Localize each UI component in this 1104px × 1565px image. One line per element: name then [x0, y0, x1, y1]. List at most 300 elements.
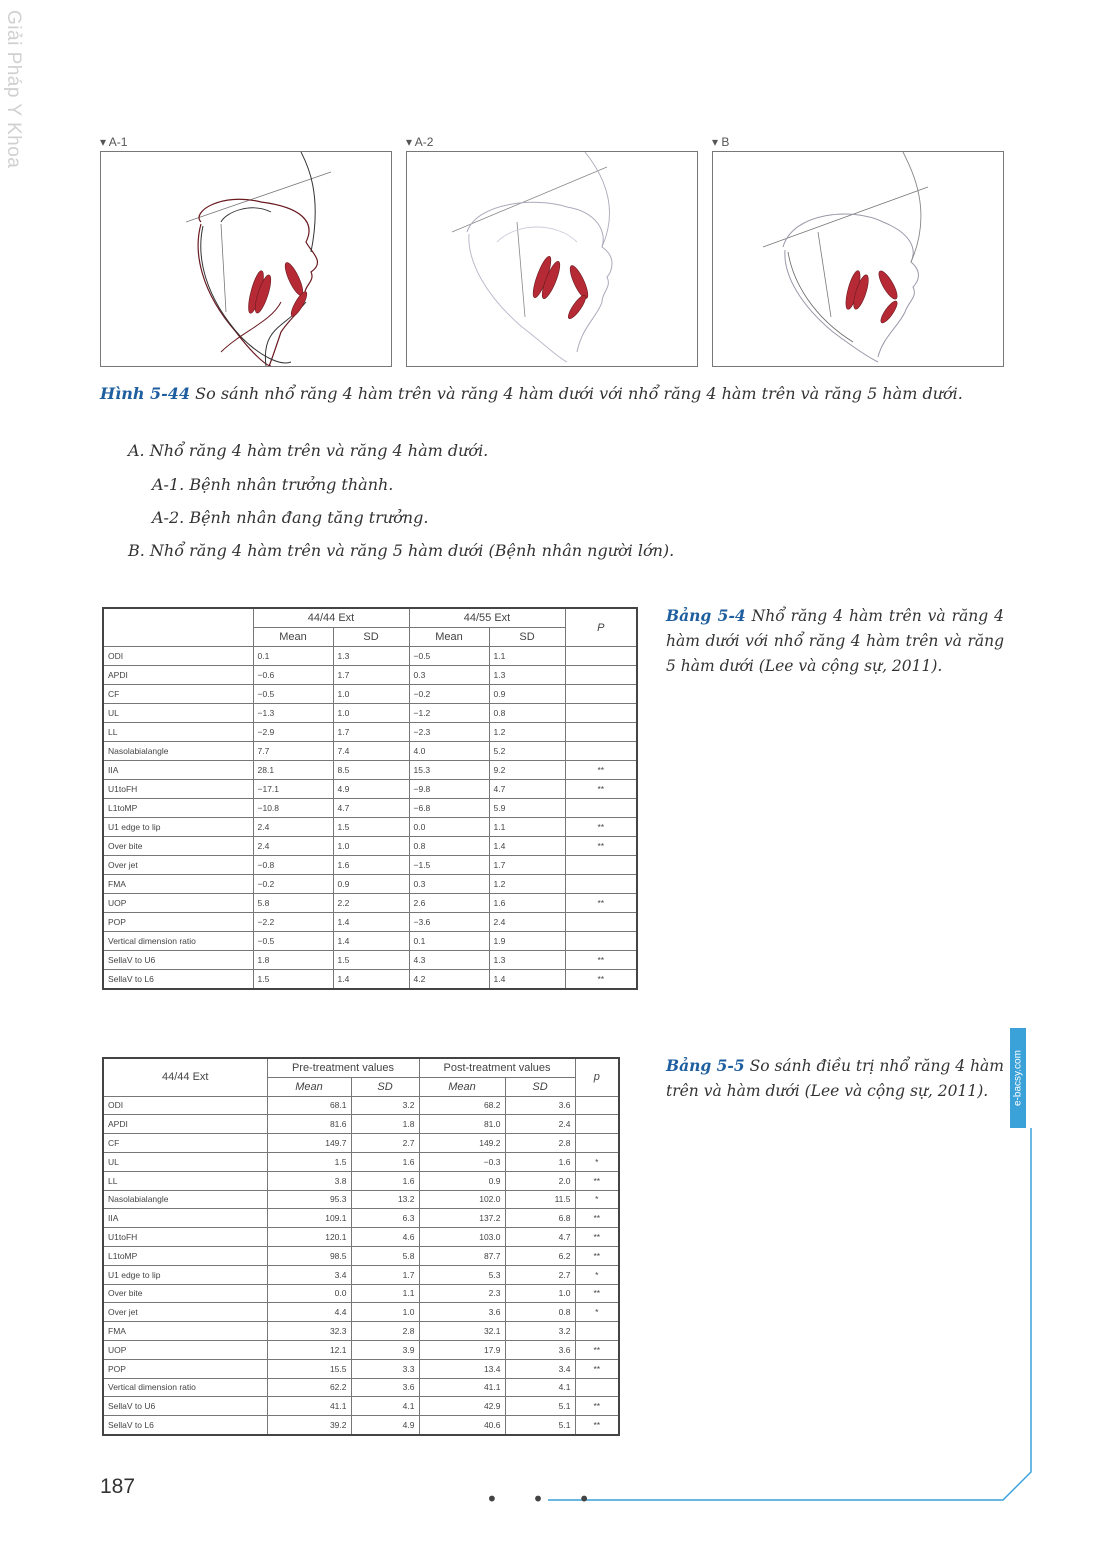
- cell-s2: 4.1: [505, 1378, 575, 1397]
- cell-label: UOP: [103, 1340, 267, 1359]
- col-mean-2: Mean: [409, 628, 489, 647]
- tracing-b-svg: [713, 152, 1003, 366]
- cell-m1: −0.2: [253, 875, 333, 894]
- cell-s1: 2.2: [333, 894, 409, 913]
- cell-p: **: [565, 970, 637, 990]
- cell-m1: 0.1: [253, 647, 333, 666]
- cell-m1: 68.1: [267, 1096, 351, 1115]
- cell-m2: 0.1: [409, 932, 489, 951]
- cell-m1: −17.1: [253, 780, 333, 799]
- cell-m2: 81.0: [419, 1115, 505, 1134]
- table-row: [103, 1284, 619, 1303]
- cell-p: *: [575, 1190, 619, 1209]
- cell-s1: 1.6: [351, 1152, 419, 1171]
- cell-m2: 68.2: [419, 1096, 505, 1115]
- cell-s1: 0.9: [333, 875, 409, 894]
- cell-p: **: [575, 1397, 619, 1416]
- table-row: [103, 1322, 619, 1341]
- cell-m2: 0.9: [419, 1171, 505, 1190]
- cell-s1: 4.7: [333, 799, 409, 818]
- cell-m1: 39.2: [267, 1416, 351, 1435]
- table-row: [103, 723, 637, 742]
- cell-s2: 4.7: [505, 1228, 575, 1247]
- panel-b-label: ▾ B: [712, 135, 730, 149]
- cell-s2: 5.1: [505, 1397, 575, 1416]
- cell-s2: 1.4: [489, 970, 565, 990]
- cell-p: [565, 799, 637, 818]
- table-corner-label: 44/44 Ext: [103, 1058, 267, 1096]
- cell-label: UL: [103, 704, 253, 723]
- cell-m2: 4.0: [409, 742, 489, 761]
- cell-m2: 87.7: [419, 1246, 505, 1265]
- cell-s2: 3.6: [505, 1340, 575, 1359]
- table-row: [103, 1096, 619, 1115]
- cell-m2: 0.0: [409, 818, 489, 837]
- cell-s2: 9.2: [489, 761, 565, 780]
- cell-s1: 1.0: [333, 704, 409, 723]
- cell-s2: 5.9: [489, 799, 565, 818]
- cell-m1: 3.4: [267, 1265, 351, 1284]
- cell-p: **: [575, 1209, 619, 1228]
- cell-s1: 1.7: [351, 1265, 419, 1284]
- cell-s2: 1.3: [489, 951, 565, 970]
- cell-m2: 2.3: [419, 1284, 505, 1303]
- cell-s1: 2.7: [351, 1134, 419, 1153]
- cell-m1: 32.3: [267, 1322, 351, 1341]
- cell-s2: 1.2: [489, 875, 565, 894]
- cell-m1: −0.6: [253, 666, 333, 685]
- cell-p: [565, 875, 637, 894]
- table-row: [103, 1378, 619, 1397]
- cell-p: **: [575, 1284, 619, 1303]
- table-row: [103, 1171, 619, 1190]
- cell-label: Nasolabialangle: [103, 742, 253, 761]
- cell-s1: 1.0: [351, 1303, 419, 1322]
- panel-a2: [406, 133, 698, 367]
- cell-label: U1toFH: [103, 780, 253, 799]
- cell-s1: 3.6: [351, 1378, 419, 1397]
- cell-p: **: [565, 780, 637, 799]
- panel-b: [712, 133, 1004, 367]
- cell-s2: 6.8: [505, 1209, 575, 1228]
- cell-label: U1 edge to lip: [103, 1265, 267, 1284]
- cell-s1: 1.7: [333, 723, 409, 742]
- cell-label: LL: [103, 723, 253, 742]
- table-5-4-caption: [666, 603, 1004, 679]
- cell-s2: 2.0: [505, 1171, 575, 1190]
- table-row: [103, 1190, 619, 1209]
- table-row: [103, 932, 637, 951]
- table-row: [103, 799, 637, 818]
- cell-s1: 1.6: [351, 1171, 419, 1190]
- cell-label: APDI: [103, 666, 253, 685]
- cell-s2: 1.2: [489, 723, 565, 742]
- cell-m1: −2.2: [253, 913, 333, 932]
- table-5-5-caption: [666, 1053, 1004, 1104]
- cell-p: [575, 1322, 619, 1341]
- cell-p: **: [565, 951, 637, 970]
- cell-label: Vertical dimension ratio: [103, 1378, 267, 1397]
- cell-label: Nasolabialangle: [103, 1190, 267, 1209]
- cell-m1: 2.4: [253, 837, 333, 856]
- footer-dots: • • •: [486, 1487, 605, 1511]
- cell-s2: 5.2: [489, 742, 565, 761]
- table-5-4-caption-label: Bảng 5-4: [666, 606, 746, 625]
- cell-m1: 2.4: [253, 818, 333, 837]
- cell-label: APDI: [103, 1115, 267, 1134]
- cephalometric-tracing-a1: [100, 151, 392, 367]
- cell-m2: 13.4: [419, 1359, 505, 1378]
- cell-p: **: [575, 1340, 619, 1359]
- cell-m2: −2.3: [409, 723, 489, 742]
- cell-s2: 1.1: [489, 818, 565, 837]
- cell-s2: 1.7: [489, 856, 565, 875]
- cell-s1: 6.3: [351, 1209, 419, 1228]
- cell-m1: 5.8: [253, 894, 333, 913]
- cell-s1: 1.5: [333, 951, 409, 970]
- cell-m1: −0.8: [253, 856, 333, 875]
- cell-s1: 3.9: [351, 1340, 419, 1359]
- caption-sub-a1: A-1. Bệnh nhân trưởng thành.: [152, 475, 394, 494]
- cell-m1: 62.2: [267, 1378, 351, 1397]
- cell-label: Over bite: [103, 837, 253, 856]
- col-sd-2: SD: [489, 628, 565, 647]
- cell-s2: 2.7: [505, 1265, 575, 1284]
- cell-label: UOP: [103, 894, 253, 913]
- cell-s1: 1.7: [333, 666, 409, 685]
- cell-s1: 4.6: [351, 1228, 419, 1247]
- cell-m2: −3.6: [409, 913, 489, 932]
- cell-p: [565, 647, 637, 666]
- cell-m2: 0.3: [409, 666, 489, 685]
- caption-sub-b: B. Nhổ răng 4 hàm trên và răng 5 hàm dưới (Bệnh nhân người lớn).: [128, 541, 675, 560]
- col-group-pre: Pre-treatment values: [267, 1058, 419, 1077]
- cell-label: FMA: [103, 1322, 267, 1341]
- cell-label: Over bite: [103, 1284, 267, 1303]
- cell-s1: 4.1: [351, 1397, 419, 1416]
- cell-s1: 1.8: [351, 1115, 419, 1134]
- cell-m1: 1.5: [253, 970, 333, 990]
- table-corner-cell: [103, 608, 253, 647]
- table-5-5-caption-label: Bảng 5-5: [666, 1056, 745, 1075]
- table-row: [103, 1416, 619, 1435]
- table-row: [103, 837, 637, 856]
- cell-s2: 2.8: [505, 1134, 575, 1153]
- col-mean-2: Mean: [419, 1077, 505, 1096]
- cell-s1: 1.3: [333, 647, 409, 666]
- cell-m1: 109.1: [267, 1209, 351, 1228]
- cell-s2: 6.2: [505, 1246, 575, 1265]
- table-row: [103, 647, 637, 666]
- col-mean-1: Mean: [267, 1077, 351, 1096]
- cell-s2: 11.5: [505, 1190, 575, 1209]
- cell-label: Over jet: [103, 1303, 267, 1322]
- cell-m2: 2.6: [409, 894, 489, 913]
- table-row: [103, 913, 637, 932]
- cell-s1: 13.2: [351, 1190, 419, 1209]
- cell-p: [565, 666, 637, 685]
- table-row: [103, 1246, 619, 1265]
- cell-s2: 3.4: [505, 1359, 575, 1378]
- cell-label: L1toMP: [103, 799, 253, 818]
- cell-p: **: [575, 1228, 619, 1247]
- cell-m2: 5.3: [419, 1265, 505, 1284]
- cell-s2: 0.8: [505, 1303, 575, 1322]
- cell-m1: 0.0: [267, 1284, 351, 1303]
- table-header-row: [103, 608, 637, 628]
- cell-label: ODI: [103, 1096, 267, 1115]
- col-sd-1: SD: [351, 1077, 419, 1096]
- cell-m2: 15.3: [409, 761, 489, 780]
- cell-label: POP: [103, 1359, 267, 1378]
- table-5-4-body: [103, 608, 637, 989]
- table-row: [103, 856, 637, 875]
- table-5-5-body: [103, 1058, 619, 1435]
- cell-m2: 32.1: [419, 1322, 505, 1341]
- cell-p: *: [575, 1303, 619, 1322]
- cell-label: SellaV to L6: [103, 970, 253, 990]
- cell-m2: 0.8: [409, 837, 489, 856]
- cell-p: **: [575, 1416, 619, 1435]
- cell-m2: 41.1: [419, 1378, 505, 1397]
- cell-p: **: [565, 837, 637, 856]
- cell-m2: 40.6: [419, 1416, 505, 1435]
- cell-s1: 3.3: [351, 1359, 419, 1378]
- cell-s2: 3.6: [505, 1096, 575, 1115]
- table-row: [103, 1359, 619, 1378]
- cell-label: FMA: [103, 875, 253, 894]
- cell-p: *: [575, 1265, 619, 1284]
- cell-label: Vertical dimension ratio: [103, 932, 253, 951]
- table-5-5: [102, 1057, 620, 1436]
- cell-s1: 4.9: [333, 780, 409, 799]
- cell-p: [565, 704, 637, 723]
- cell-p: **: [565, 761, 637, 780]
- cell-label: CF: [103, 1134, 267, 1153]
- cell-m2: −0.2: [409, 685, 489, 704]
- table-row: [103, 1209, 619, 1228]
- cell-p: [575, 1134, 619, 1153]
- table-row: [103, 894, 637, 913]
- cell-p: [565, 932, 637, 951]
- cephalometric-tracing-a2: [406, 151, 698, 367]
- cell-p: **: [565, 818, 637, 837]
- cell-m1: −1.3: [253, 704, 333, 723]
- panel-a1: [100, 133, 392, 367]
- side-watermark: Giải Pháp Y Khoa: [3, 10, 24, 169]
- col-sd-2: SD: [505, 1077, 575, 1096]
- cell-s2: 2.4: [489, 913, 565, 932]
- cell-label: Over jet: [103, 856, 253, 875]
- cell-s1: 1.0: [333, 837, 409, 856]
- table-row: [103, 742, 637, 761]
- cell-label: ODI: [103, 647, 253, 666]
- tracing-a2-svg: [407, 152, 697, 366]
- cell-s1: 1.0: [333, 685, 409, 704]
- cell-label: UL: [103, 1152, 267, 1171]
- cell-m2: 0.3: [409, 875, 489, 894]
- table-row: [103, 1228, 619, 1247]
- cell-m2: 103.0: [419, 1228, 505, 1247]
- cell-s2: 1.6: [505, 1152, 575, 1171]
- cell-m2: 102.0: [419, 1190, 505, 1209]
- table-row: [103, 666, 637, 685]
- cell-p: [575, 1378, 619, 1397]
- table-row: [103, 1303, 619, 1322]
- cell-m2: 137.2: [419, 1209, 505, 1228]
- cell-m1: 98.5: [267, 1246, 351, 1265]
- cell-m1: −2.9: [253, 723, 333, 742]
- cell-m1: 15.5: [267, 1359, 351, 1378]
- cell-s2: 0.8: [489, 704, 565, 723]
- table-row: [103, 1397, 619, 1416]
- panel-a1-label: ▾ A-1: [100, 135, 128, 149]
- cell-m2: −0.5: [409, 647, 489, 666]
- cell-label: SellaV to L6: [103, 1416, 267, 1435]
- cell-m2: 4.3: [409, 951, 489, 970]
- cell-p: [575, 1115, 619, 1134]
- cell-m1: 3.8: [267, 1171, 351, 1190]
- cell-m1: −0.5: [253, 932, 333, 951]
- cell-p: [565, 856, 637, 875]
- col-group-44-55: 44/55 Ext: [409, 608, 565, 628]
- cell-m1: 81.6: [267, 1115, 351, 1134]
- table-5-4-caption-text: Nhổ răng 4 hàm trên và răng 4 hàm dưới với nhổ răng 4 hàm trên và răng 5 hàm dưới (Lee và cộng sự, 2011).: [666, 607, 1004, 675]
- cell-label: IIA: [103, 1209, 267, 1228]
- cell-m1: 95.3: [267, 1190, 351, 1209]
- col-p: P: [565, 608, 637, 647]
- tracing-a1-svg: [101, 152, 391, 366]
- caption-sub-a: A. Nhổ răng 4 hàm trên và răng 4 hàm dưới.: [128, 441, 489, 460]
- cell-s1: 1.4: [333, 913, 409, 932]
- cell-m2: −9.8: [409, 780, 489, 799]
- cell-m2: −1.5: [409, 856, 489, 875]
- table-row: [103, 704, 637, 723]
- cell-s2: 4.7: [489, 780, 565, 799]
- cell-m2: 3.6: [419, 1303, 505, 1322]
- table-row: [103, 1152, 619, 1171]
- figure-caption-text: So sánh nhổ răng 4 hàm trên và răng 4 hàm dưới với nhổ răng 4 hàm trên và răng 5 hàm dưới.: [190, 384, 963, 403]
- cell-p: [565, 913, 637, 932]
- cell-s1: 1.1: [351, 1284, 419, 1303]
- cell-m2: 149.2: [419, 1134, 505, 1153]
- cell-m1: 1.8: [253, 951, 333, 970]
- cell-s1: 1.5: [333, 818, 409, 837]
- cell-s2: 2.4: [505, 1115, 575, 1134]
- page-number: 187: [100, 1475, 136, 1498]
- cell-m1: −0.5: [253, 685, 333, 704]
- cell-m2: 42.9: [419, 1397, 505, 1416]
- cell-s1: 1.4: [333, 970, 409, 990]
- cell-s1: 1.4: [333, 932, 409, 951]
- table-row: [103, 951, 637, 970]
- cell-m1: 7.7: [253, 742, 333, 761]
- cell-m2: −6.8: [409, 799, 489, 818]
- caption-sub-a2: A-2. Bệnh nhân đang tăng trưởng.: [152, 508, 429, 527]
- cell-m1: 12.1: [267, 1340, 351, 1359]
- cell-label: SellaV to U6: [103, 1397, 267, 1416]
- cell-s1: 2.8: [351, 1322, 419, 1341]
- cephalometric-tracing-b: [712, 151, 1004, 367]
- cell-m2: −1.2: [409, 704, 489, 723]
- cell-p: [565, 723, 637, 742]
- cell-p: [575, 1096, 619, 1115]
- cell-s1: 7.4: [333, 742, 409, 761]
- table-5-4: [102, 607, 638, 990]
- figure-caption-label: Hình 5-44: [100, 384, 191, 403]
- cell-s1: 8.5: [333, 761, 409, 780]
- cell-s2: 1.1: [489, 647, 565, 666]
- table-row: [103, 1265, 619, 1284]
- cell-label: POP: [103, 913, 253, 932]
- table-row: [103, 818, 637, 837]
- col-group-post: Post-treatment values: [419, 1058, 575, 1077]
- cell-p: **: [565, 894, 637, 913]
- col-group-44-44: 44/44 Ext: [253, 608, 409, 628]
- cell-p: **: [575, 1359, 619, 1378]
- cell-s1: 3.2: [351, 1096, 419, 1115]
- cell-s2: 5.1: [505, 1416, 575, 1435]
- cell-label: SellaV to U6: [103, 951, 253, 970]
- cell-m1: −10.8: [253, 799, 333, 818]
- panel-a2-label: ▾ A-2: [406, 135, 434, 149]
- cell-m1: 1.5: [267, 1152, 351, 1171]
- cell-m2: −0.3: [419, 1152, 505, 1171]
- cell-m1: 4.4: [267, 1303, 351, 1322]
- cell-label: U1 edge to lip: [103, 818, 253, 837]
- cell-m2: 4.2: [409, 970, 489, 990]
- cell-s1: 4.9: [351, 1416, 419, 1435]
- cell-m2: 17.9: [419, 1340, 505, 1359]
- cell-m1: 41.1: [267, 1397, 351, 1416]
- cell-s2: 1.9: [489, 932, 565, 951]
- table-row: [103, 761, 637, 780]
- table-row: [103, 780, 637, 799]
- col-p: p: [575, 1058, 619, 1096]
- cell-s2: 1.6: [489, 894, 565, 913]
- table-row: [103, 1134, 619, 1153]
- table-row: [103, 1340, 619, 1359]
- cell-label: LL: [103, 1171, 267, 1190]
- cell-label: U1toFH: [103, 1228, 267, 1247]
- cell-s2: 1.4: [489, 837, 565, 856]
- cell-label: IIA: [103, 761, 253, 780]
- table-row: [103, 685, 637, 704]
- cell-label: CF: [103, 685, 253, 704]
- col-mean-1: Mean: [253, 628, 333, 647]
- cell-s1: 1.6: [333, 856, 409, 875]
- cell-s1: 5.8: [351, 1246, 419, 1265]
- table-5-5-caption-text: So sánh điều trị nhổ răng 4 hàm trên và hàm dưới (Lee và cộng sự, 2011).: [666, 1057, 1004, 1100]
- table-row: [103, 1115, 619, 1134]
- cell-s2: 0.9: [489, 685, 565, 704]
- site-tag: e-bacsy.com: [1010, 1028, 1026, 1128]
- table-row: [103, 970, 637, 990]
- cell-p: **: [575, 1246, 619, 1265]
- figure-5-44: [100, 133, 1004, 369]
- cell-p: [565, 742, 637, 761]
- cell-label: L1toMP: [103, 1246, 267, 1265]
- col-sd-1: SD: [333, 628, 409, 647]
- cell-p: [565, 685, 637, 704]
- cell-p: *: [575, 1152, 619, 1171]
- cell-p: **: [575, 1171, 619, 1190]
- table-header-row: [103, 1058, 619, 1077]
- cell-s2: 1.0: [505, 1284, 575, 1303]
- cell-s2: 3.2: [505, 1322, 575, 1341]
- cell-m1: 28.1: [253, 761, 333, 780]
- cell-m1: 120.1: [267, 1228, 351, 1247]
